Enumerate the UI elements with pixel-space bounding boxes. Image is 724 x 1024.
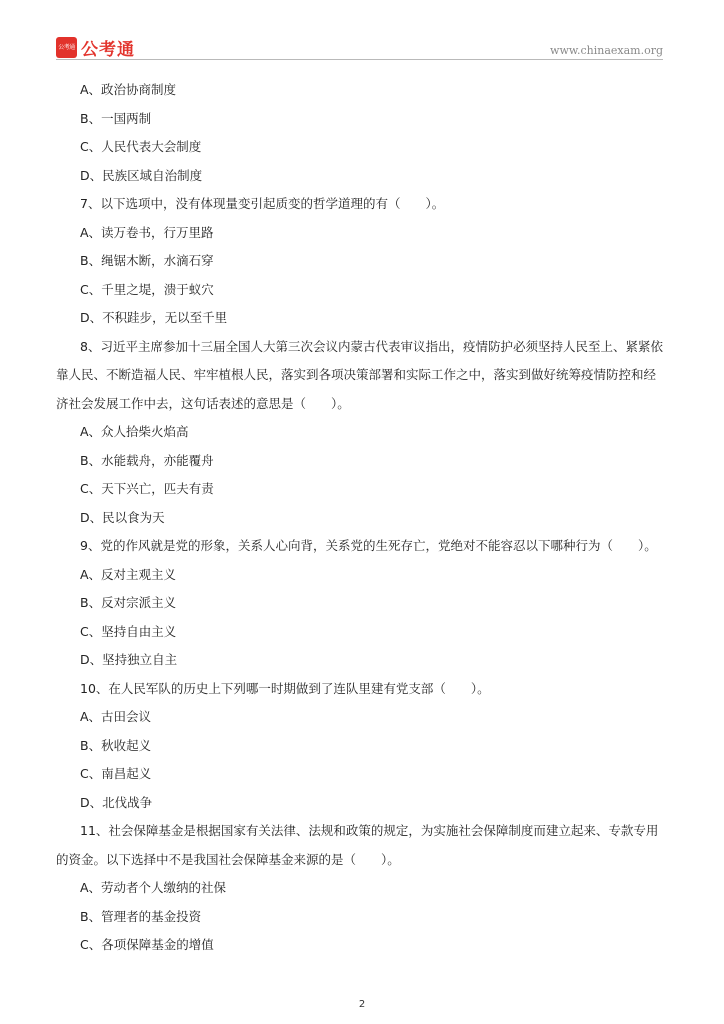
- question-continuation-line: 的资金。以下选择中不是我国社会保障基金来源的是（ ）。: [56, 851, 400, 867]
- header-divider: [56, 59, 663, 60]
- option-line: B、绳锯木断，水滴石穿: [80, 253, 214, 268]
- option-line: A、古田会议: [80, 709, 152, 724]
- question-line: 7、以下选项中，没有体现量变引起质变的哲学道理的有（ ）。: [80, 196, 445, 211]
- question-continuation-line: 靠人民、不断造福人民、牢牢植根人民，落实到各项决策部署和实际工作之中，落实到做好统筹疫情防控和经: [56, 367, 657, 382]
- option-line: A、政治协商制度: [80, 82, 177, 97]
- page-header: [56, 32, 663, 60]
- option-line: B、反对宗派主义: [80, 595, 177, 610]
- option-line: A、反对主观主义: [80, 566, 177, 582]
- option-line: A、众人拾柴火焰高: [80, 424, 189, 439]
- option-line: C、千里之堤，溃于蚁穴: [80, 281, 214, 297]
- option-line: D、不积跬步，无以至千里: [80, 310, 228, 325]
- logo-text: 公考通: [81, 39, 135, 60]
- brand-logo: [56, 36, 135, 58]
- option-line: A、读万卷书，行万里路: [80, 224, 214, 240]
- option-line: C、南昌起义: [80, 766, 152, 781]
- option-line: D、民族区域自治制度: [80, 167, 203, 183]
- site-url: www.chinaexam.org: [550, 44, 663, 57]
- option-line: C、天下兴亡，匹夫有责: [80, 481, 214, 496]
- page-number: 2: [358, 999, 366, 1010]
- option-line: C、各项保障基金的增值: [80, 937, 214, 952]
- question-line: 11、社会保障基金是根据国家有关法律、法规和政策的规定，为实施社会保障制度而建立起来、专款专用: [80, 823, 659, 838]
- option-line: B、管理者的基金投资: [80, 908, 202, 924]
- document-body: [56, 76, 670, 960]
- option-line: D、民以食为天: [80, 509, 165, 525]
- question-line: 8、习近平主席参加十三届全国人大第三次会议内蒙古代表审议指出，疫情防护必须坚持人民至上、紧紧依: [80, 338, 663, 354]
- question-continuation-line: 济社会发展工作中去，这句话表述的意思是（ ）。: [56, 395, 350, 411]
- option-line: D、北伐战争: [80, 794, 153, 810]
- question-line: 9、党的作风就是党的形象，关系人心向背，关系党的生死存亡，党绝对不能容忍以下哪种行为（ ）。: [80, 538, 657, 553]
- option-line: D、坚持独立自主: [80, 652, 178, 667]
- question-line: 10、在人民军队的历史上下列哪一时期做到了连队里建有党支部（ ）。: [80, 680, 490, 696]
- option-line: C、人民代表大会制度: [80, 139, 202, 154]
- option-line: B、一国两制: [80, 110, 152, 126]
- option-line: B、秋收起义: [80, 737, 152, 753]
- option-line: C、坚持自由主义: [80, 623, 177, 639]
- option-line: A、劳动者个人缴纳的社保: [80, 880, 227, 895]
- option-line: B、水能载舟，亦能覆舟: [80, 452, 214, 468]
- logo-badge-icon: 公考通: [56, 37, 77, 58]
